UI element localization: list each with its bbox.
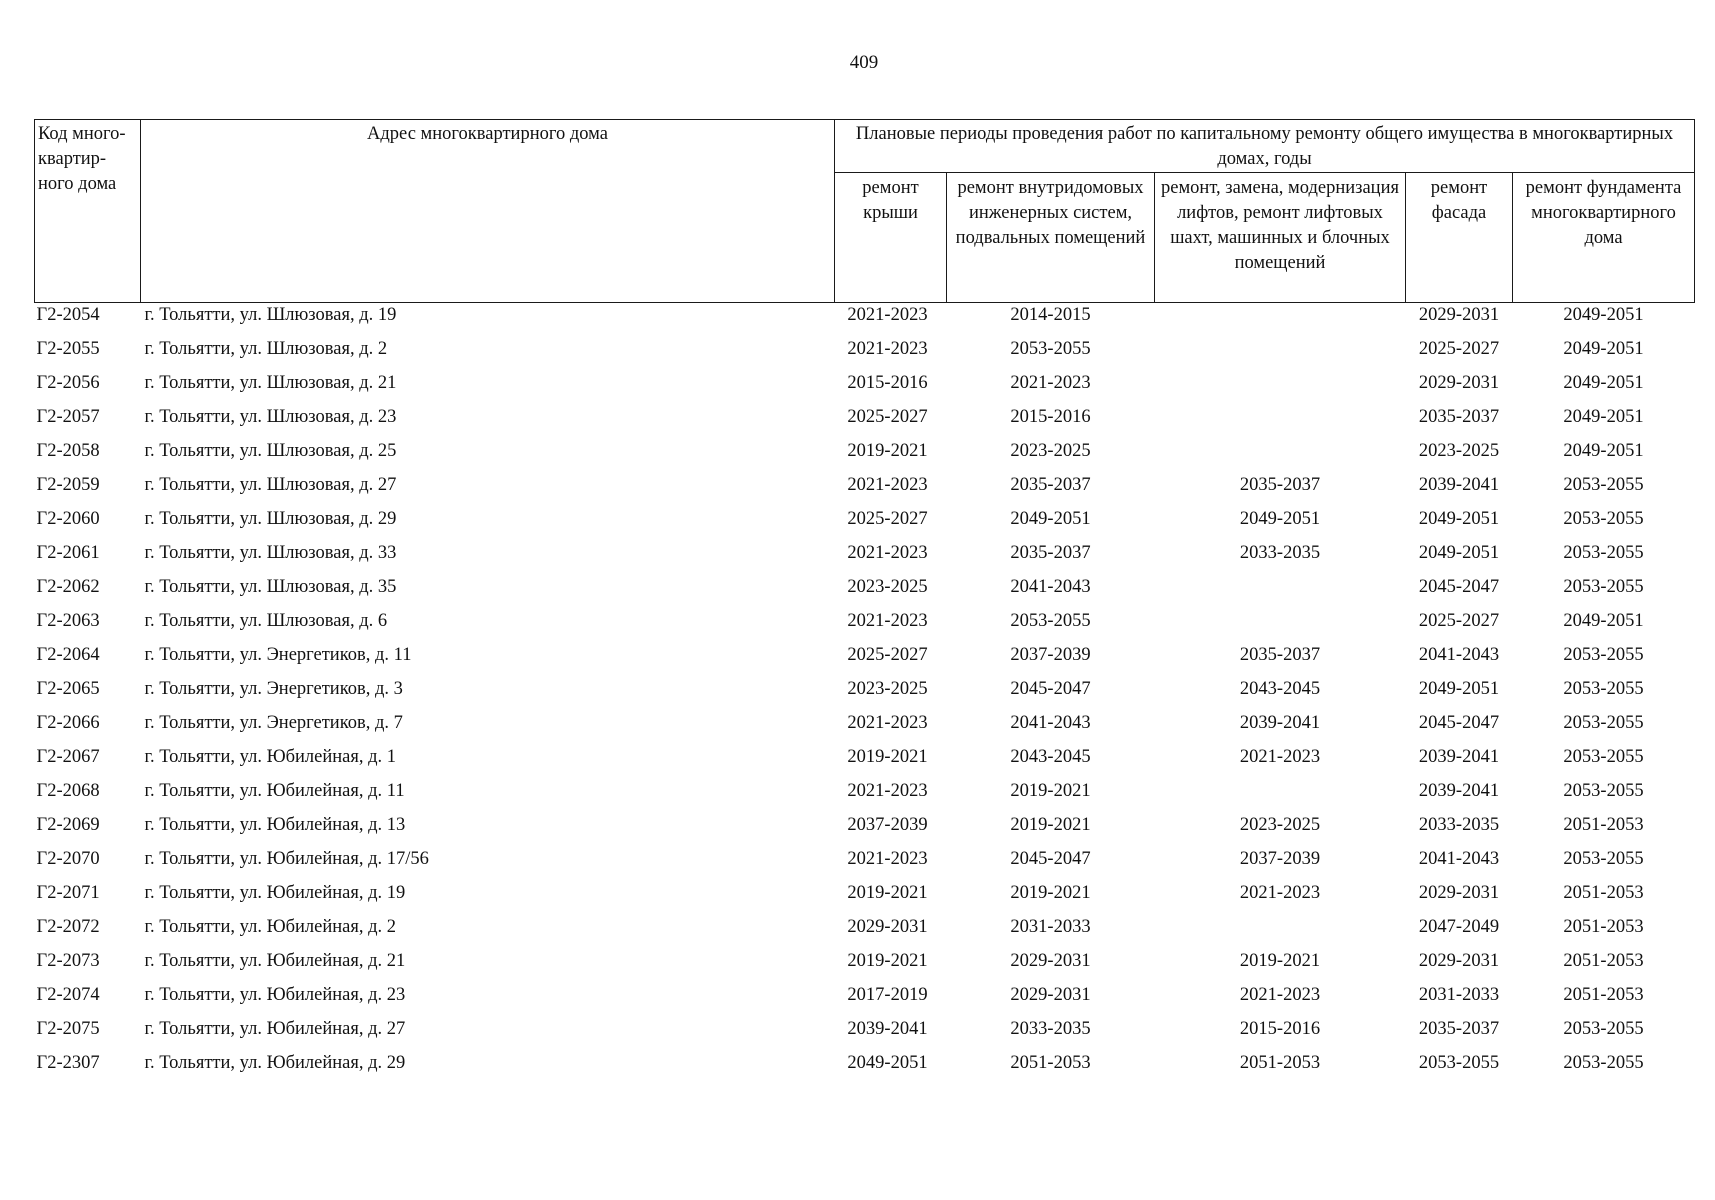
cell-foundation: 2053-2055 <box>1563 645 1644 665</box>
cell-foundation: 2053-2055 <box>1563 1053 1644 1073</box>
cell-lifts: 2043-2045 <box>1239 679 1321 699</box>
header-engineering: ремонт внутридомовых инженерных систем, подвальных помещений <box>947 173 1155 303</box>
cell-facade: 2049-2051 <box>1418 679 1500 699</box>
cell-engineering: 2014-2015 <box>1010 305 1091 325</box>
cell-lifts: 2021-2023 <box>1239 747 1321 767</box>
cell-code: Г2-2075 <box>36 1019 100 1039</box>
cell-foundation: 2051-2053 <box>1563 985 1644 1005</box>
cell-engineering: 2045-2047 <box>1010 849 1091 869</box>
cell-facade: 2049-2051 <box>1418 543 1500 563</box>
cell-facade: 2049-2051 <box>1418 509 1500 529</box>
cell-code: Г2-2071 <box>36 883 100 903</box>
cell-lifts: 2015-2016 <box>1239 1019 1321 1039</box>
cell-address: г. Тольятти, ул. Шлюзовая, д. 21 <box>144 373 397 393</box>
cell-foundation: 2049-2051 <box>1563 339 1644 359</box>
cell-code: Г2-2068 <box>36 781 100 801</box>
cell-lifts: 2023-2025 <box>1239 815 1321 835</box>
cell-engineering: 2043-2045 <box>1010 747 1091 767</box>
cell-address: г. Тольятти, ул. Энергетиков, д. 7 <box>144 713 403 733</box>
cell-foundation: 2053-2055 <box>1563 781 1644 801</box>
table-row <box>35 677 1695 711</box>
cell-foundation: 2049-2051 <box>1563 441 1644 461</box>
cell-code: Г2-2055 <box>36 339 100 359</box>
cell-lifts <box>1155 575 1406 609</box>
cell-lifts: 2037-2039 <box>1239 849 1321 869</box>
cell-code: Г2-2062 <box>36 577 100 597</box>
cell-code: Г2-2073 <box>36 951 100 971</box>
table-header <box>35 120 1695 303</box>
cell-lifts <box>1155 915 1406 949</box>
cell-code: Г2-2056 <box>36 373 100 393</box>
cell-engineering: 2031-2033 <box>1010 917 1091 937</box>
cell-facade: 2025-2027 <box>1418 339 1500 359</box>
cell-address: г. Тольятти, ул. Шлюзовая, д. 27 <box>144 475 397 495</box>
cell-roof: 2015-2016 <box>847 373 928 393</box>
cell-facade: 2041-2043 <box>1418 849 1500 869</box>
cell-lifts: 2033-2035 <box>1239 543 1321 563</box>
cell-address: г. Тольятти, ул. Юбилейная, д. 13 <box>144 815 406 835</box>
table-row <box>35 541 1695 575</box>
header-address: Адрес многоквартирного дома <box>141 120 835 303</box>
cell-facade: 2023-2025 <box>1418 441 1500 461</box>
header-foundation: ремонт фундамента многоквартирного дома <box>1513 173 1695 303</box>
cell-facade: 2041-2043 <box>1418 645 1500 665</box>
cell-roof: 2021-2023 <box>847 611 928 631</box>
header-periods-group: Плановые периоды проведения работ по капитальному ремонту общего имущества в многоквартирных домах, годы <box>835 120 1695 173</box>
cell-code: Г2-2061 <box>36 543 100 563</box>
cell-foundation: 2053-2055 <box>1563 543 1644 563</box>
table-row <box>35 303 1695 338</box>
cell-code: Г2-2057 <box>36 407 100 427</box>
cell-facade: 2033-2035 <box>1418 815 1500 835</box>
table-row <box>35 813 1695 847</box>
cell-facade: 2029-2031 <box>1418 883 1500 903</box>
cell-foundation: 2049-2051 <box>1563 407 1644 427</box>
cell-facade: 2029-2031 <box>1418 305 1500 325</box>
cell-address: г. Тольятти, ул. Шлюзовая, д. 25 <box>144 441 397 461</box>
cell-address: г. Тольятти, ул. Энергетиков, д. 3 <box>144 679 403 699</box>
cell-facade: 2045-2047 <box>1418 713 1500 733</box>
cell-code: Г2-2054 <box>36 305 100 325</box>
cell-lifts <box>1155 609 1406 643</box>
cell-foundation: 2049-2051 <box>1563 373 1644 393</box>
cell-engineering: 2019-2021 <box>1010 883 1091 903</box>
table-row <box>35 473 1695 507</box>
cell-foundation: 2053-2055 <box>1563 577 1644 597</box>
cell-address: г. Тольятти, ул. Юбилейная, д. 27 <box>144 1019 406 1039</box>
table-row <box>35 609 1695 643</box>
table-row <box>35 371 1695 405</box>
cell-foundation: 2053-2055 <box>1563 849 1644 869</box>
cell-facade: 2053-2055 <box>1418 1053 1500 1073</box>
cell-code: Г2-2070 <box>36 849 100 869</box>
cell-facade: 2039-2041 <box>1418 747 1500 767</box>
table-row <box>35 915 1695 949</box>
cell-roof: 2017-2019 <box>847 985 928 1005</box>
cell-engineering: 2029-2031 <box>1010 985 1091 1005</box>
cell-engineering: 2019-2021 <box>1010 781 1091 801</box>
table-body <box>35 303 1695 1086</box>
cell-code: Г2-2067 <box>36 747 100 767</box>
cell-lifts <box>1155 405 1406 439</box>
cell-address: г. Тольятти, ул. Юбилейная, д. 21 <box>144 951 406 971</box>
cell-facade: 2039-2041 <box>1418 781 1500 801</box>
cell-roof: 2019-2021 <box>847 883 928 903</box>
cell-lifts <box>1155 303 1406 338</box>
cell-address: г. Тольятти, ул. Энергетиков, д. 11 <box>144 645 412 665</box>
cell-engineering: 2015-2016 <box>1010 407 1091 427</box>
cell-engineering: 2041-2043 <box>1010 713 1091 733</box>
cell-lifts: 2021-2023 <box>1239 883 1321 903</box>
cell-address: г. Тольятти, ул. Юбилейная, д. 29 <box>144 1053 406 1073</box>
cell-roof: 2049-2051 <box>847 1053 928 1073</box>
table-row <box>35 337 1695 371</box>
cell-facade: 2035-2037 <box>1418 407 1500 427</box>
cell-roof: 2021-2023 <box>847 713 928 733</box>
cell-foundation: 2053-2055 <box>1563 679 1644 699</box>
table-row <box>35 711 1695 745</box>
table-row <box>35 881 1695 915</box>
table-row <box>35 507 1695 541</box>
cell-roof: 2039-2041 <box>847 1019 928 1039</box>
cell-foundation: 2053-2055 <box>1563 509 1644 529</box>
cell-address: г. Тольятти, ул. Юбилейная, д. 23 <box>144 985 406 1005</box>
cell-code: Г2-2065 <box>36 679 100 699</box>
cell-roof: 2021-2023 <box>847 543 928 563</box>
cell-address: г. Тольятти, ул. Шлюзовая, д. 33 <box>144 543 397 563</box>
cell-engineering: 2021-2023 <box>1010 373 1091 393</box>
table-row <box>35 745 1695 779</box>
cell-facade: 2029-2031 <box>1418 951 1500 971</box>
cell-address: г. Тольятти, ул. Шлюзовая, д. 6 <box>144 611 388 631</box>
cell-code: Г2-2307 <box>36 1053 100 1073</box>
cell-foundation: 2053-2055 <box>1563 747 1644 767</box>
cell-roof: 2025-2027 <box>847 407 928 427</box>
cell-code: Г2-2060 <box>36 509 100 529</box>
cell-facade: 2029-2031 <box>1418 373 1500 393</box>
repair-schedule-table <box>34 119 1695 1085</box>
cell-lifts: 2019-2021 <box>1239 951 1321 971</box>
table-row <box>35 1017 1695 1051</box>
cell-foundation: 2049-2051 <box>1563 305 1644 325</box>
cell-facade: 2045-2047 <box>1418 577 1500 597</box>
cell-foundation: 2051-2053 <box>1563 883 1644 903</box>
cell-facade: 2025-2027 <box>1418 611 1500 631</box>
cell-facade: 2039-2041 <box>1418 475 1500 495</box>
cell-facade: 2047-2049 <box>1418 917 1500 937</box>
cell-engineering: 2045-2047 <box>1010 679 1091 699</box>
table-row <box>35 439 1695 473</box>
cell-engineering: 2029-2031 <box>1010 951 1091 971</box>
cell-foundation: 2053-2055 <box>1563 713 1644 733</box>
cell-engineering: 2049-2051 <box>1010 509 1091 529</box>
cell-lifts: 2039-2041 <box>1239 713 1321 733</box>
cell-code: Г2-2072 <box>36 917 100 937</box>
cell-roof: 2019-2021 <box>847 951 928 971</box>
cell-facade: 2035-2037 <box>1418 1019 1500 1039</box>
header-code: Код много-квартир-ного дома <box>35 120 141 303</box>
cell-address: г. Тольятти, ул. Юбилейная, д. 2 <box>144 917 397 937</box>
cell-lifts <box>1155 439 1406 473</box>
cell-roof: 2029-2031 <box>847 917 928 937</box>
cell-lifts <box>1155 337 1406 371</box>
cell-lifts: 2051-2053 <box>1239 1053 1321 1073</box>
cell-engineering: 2023-2025 <box>1010 441 1091 461</box>
cell-engineering: 2051-2053 <box>1010 1053 1091 1073</box>
cell-facade: 2031-2033 <box>1418 985 1500 1005</box>
cell-code: Г2-2074 <box>36 985 100 1005</box>
cell-lifts: 2035-2037 <box>1239 475 1321 495</box>
cell-roof: 2021-2023 <box>847 475 928 495</box>
cell-code: Г2-2066 <box>36 713 100 733</box>
cell-foundation: 2051-2053 <box>1563 815 1644 835</box>
cell-foundation: 2051-2053 <box>1563 917 1644 937</box>
cell-lifts: 2021-2023 <box>1239 985 1321 1005</box>
cell-address: г. Тольятти, ул. Шлюзовая, д. 23 <box>144 407 397 427</box>
cell-engineering: 2053-2055 <box>1010 339 1091 359</box>
cell-address: г. Тольятти, ул. Юбилейная, д. 19 <box>144 883 406 903</box>
cell-roof: 2037-2039 <box>847 815 928 835</box>
table-row <box>35 405 1695 439</box>
page-number: 409 <box>849 52 879 73</box>
cell-engineering: 2041-2043 <box>1010 577 1091 597</box>
cell-address: г. Тольятти, ул. Юбилейная, д. 11 <box>144 781 405 801</box>
cell-address: г. Тольятти, ул. Шлюзовая, д. 29 <box>144 509 397 529</box>
cell-address: г. Тольятти, ул. Шлюзовая, д. 19 <box>144 305 397 325</box>
cell-address: г. Тольятти, ул. Шлюзовая, д. 2 <box>144 339 388 359</box>
cell-roof: 2025-2027 <box>847 645 928 665</box>
cell-roof: 2019-2021 <box>847 441 928 461</box>
cell-roof: 2021-2023 <box>847 305 928 325</box>
header-facade: ремонт фасада <box>1406 173 1513 303</box>
cell-foundation: 2049-2051 <box>1563 611 1644 631</box>
cell-engineering: 2035-2037 <box>1010 543 1091 563</box>
cell-roof: 2021-2023 <box>847 849 928 869</box>
table-row <box>35 847 1695 881</box>
cell-code: Г2-2064 <box>36 645 100 665</box>
table-row <box>35 949 1695 983</box>
table-row <box>35 575 1695 609</box>
cell-lifts <box>1155 779 1406 813</box>
cell-lifts: 2049-2051 <box>1239 509 1321 529</box>
cell-roof: 2025-2027 <box>847 509 928 529</box>
cell-engineering: 2037-2039 <box>1010 645 1091 665</box>
cell-foundation: 2053-2055 <box>1563 1019 1644 1039</box>
table-row <box>35 983 1695 1017</box>
cell-code: Г2-2069 <box>36 815 100 835</box>
cell-roof: 2019-2021 <box>847 747 928 767</box>
header-roof: ремонт крыши <box>835 173 947 303</box>
cell-roof: 2023-2025 <box>847 577 928 597</box>
table-row <box>35 779 1695 813</box>
table-row <box>35 643 1695 677</box>
repair-schedule-table-container <box>34 119 1694 1085</box>
cell-code: Г2-2058 <box>36 441 100 461</box>
header-lifts: ремонт, замена, модернизация лифтов, ремонт лифтовых шахт, машинных и блочных помещений <box>1155 173 1406 303</box>
cell-engineering: 2019-2021 <box>1010 815 1091 835</box>
cell-roof: 2021-2023 <box>847 339 928 359</box>
cell-code: Г2-2059 <box>36 475 100 495</box>
cell-roof: 2023-2025 <box>847 679 928 699</box>
cell-lifts <box>1155 371 1406 405</box>
cell-lifts: 2035-2037 <box>1239 645 1321 665</box>
cell-engineering: 2053-2055 <box>1010 611 1091 631</box>
cell-address: г. Тольятти, ул. Юбилейная, д. 1 <box>144 747 397 767</box>
cell-code: Г2-2063 <box>36 611 100 631</box>
cell-engineering: 2035-2037 <box>1010 475 1091 495</box>
cell-address: г. Тольятти, ул. Юбилейная, д. 17/56 <box>144 849 429 869</box>
cell-foundation: 2051-2053 <box>1563 951 1644 971</box>
cell-address: г. Тольятти, ул. Шлюзовая, д. 35 <box>144 577 397 597</box>
cell-engineering: 2033-2035 <box>1010 1019 1091 1039</box>
cell-foundation: 2053-2055 <box>1563 475 1644 495</box>
cell-roof: 2021-2023 <box>847 781 928 801</box>
table-row <box>35 1051 1695 1085</box>
